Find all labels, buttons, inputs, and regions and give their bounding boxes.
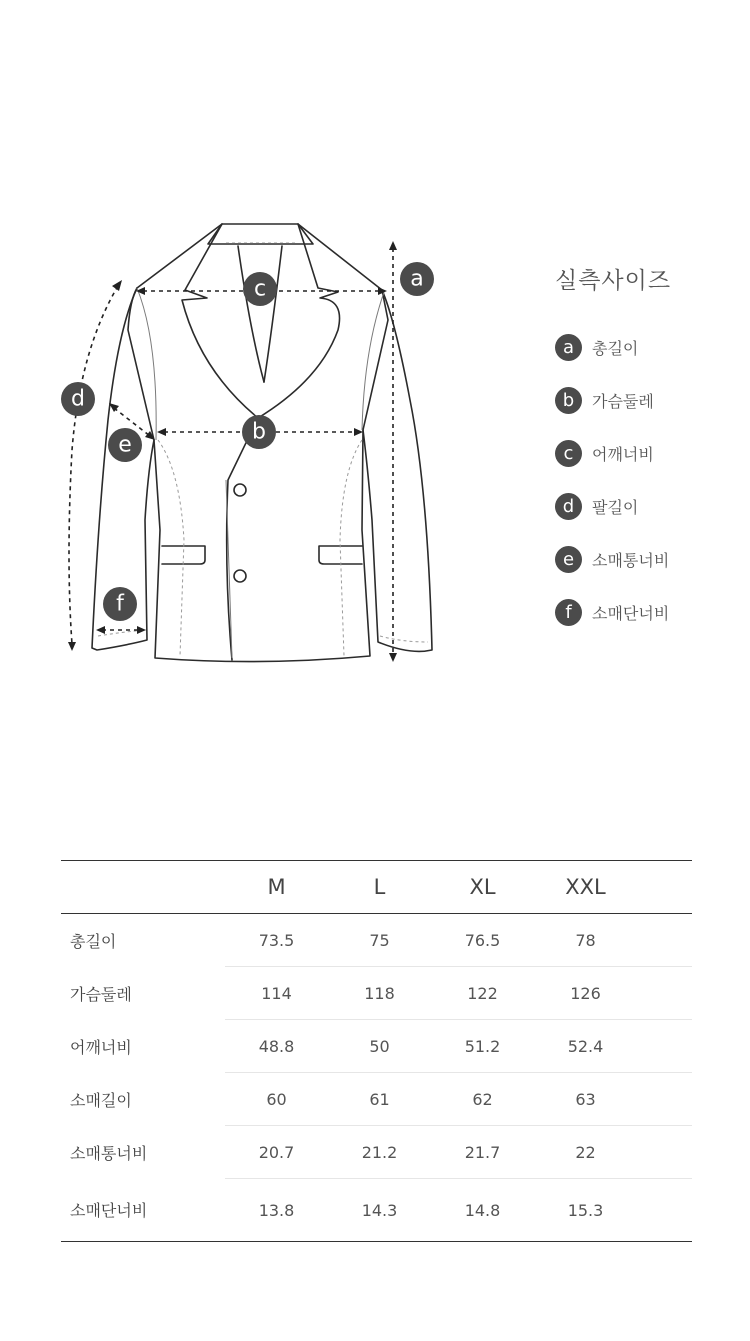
svg-text:e: e bbox=[118, 432, 132, 458]
legend-marker: a bbox=[555, 334, 582, 361]
table-header-cell: L bbox=[328, 861, 431, 914]
svg-text:c: c bbox=[253, 276, 267, 302]
legend-marker: d bbox=[555, 493, 582, 520]
table-cell: 21.2 bbox=[328, 1126, 431, 1179]
table-cell: 14.8 bbox=[431, 1179, 534, 1242]
legend-label: 어깨너비 bbox=[592, 445, 654, 464]
table-cell: 52.4 bbox=[534, 1020, 637, 1073]
table-header-cell: XL bbox=[431, 861, 534, 914]
row-label: 총길이 bbox=[70, 931, 117, 951]
measurement-legend bbox=[555, 262, 735, 639]
table-cell: 50 bbox=[328, 1020, 431, 1073]
table-cell: 76.5 bbox=[431, 914, 534, 967]
marker-a bbox=[400, 262, 434, 296]
table-row bbox=[61, 1179, 692, 1242]
row-label: 어깨너비 bbox=[70, 1037, 132, 1057]
table-cell-empty bbox=[637, 1020, 692, 1073]
table-cell-empty bbox=[637, 1179, 692, 1242]
table-cell: 78 bbox=[534, 914, 637, 967]
table-header-row bbox=[61, 861, 692, 914]
table-cell: 13.8 bbox=[225, 1179, 328, 1242]
marker-b bbox=[242, 415, 276, 449]
table-cell: 14.3 bbox=[328, 1179, 431, 1242]
table-cell: 60 bbox=[225, 1073, 328, 1126]
table-cell: 75 bbox=[328, 914, 431, 967]
table-cell: 61 bbox=[328, 1073, 431, 1126]
legend-marker: e bbox=[555, 546, 582, 573]
size-table bbox=[61, 860, 692, 1242]
legend-item-f bbox=[555, 586, 735, 639]
legend-item-d bbox=[555, 480, 735, 533]
svg-text:a: a bbox=[410, 266, 424, 292]
row-label: 가슴둘레 bbox=[70, 984, 132, 1004]
legend-marker: c bbox=[555, 440, 582, 467]
table-cell: 15.3 bbox=[534, 1179, 637, 1242]
legend-marker: f bbox=[555, 599, 582, 626]
table-cell: 118 bbox=[328, 967, 431, 1020]
table-cell: 62 bbox=[431, 1073, 534, 1126]
legend-item-b bbox=[555, 374, 735, 427]
table-header-cell: XXL bbox=[534, 861, 637, 914]
svg-text:b: b bbox=[252, 419, 266, 445]
legend-label: 소매통너비 bbox=[592, 551, 670, 570]
table-row bbox=[61, 1073, 692, 1126]
table-cell: 21.7 bbox=[431, 1126, 534, 1179]
row-label: 소매단너비 bbox=[61, 1179, 225, 1242]
legend-item-a bbox=[555, 321, 735, 374]
table-cell: 51.2 bbox=[431, 1020, 534, 1073]
table-cell: 126 bbox=[534, 967, 637, 1020]
svg-text:d: d bbox=[71, 386, 85, 412]
table-cell: 63 bbox=[534, 1073, 637, 1126]
table-cell: 22 bbox=[534, 1126, 637, 1179]
table-cell-empty bbox=[637, 1073, 692, 1126]
table-header-cell: M bbox=[225, 861, 328, 914]
marker-f bbox=[103, 587, 137, 621]
marker-d bbox=[61, 382, 95, 416]
table-cell-empty bbox=[637, 967, 692, 1020]
table-cell: 48.8 bbox=[225, 1020, 328, 1073]
table-cell: 122 bbox=[431, 967, 534, 1020]
legend-item-e bbox=[555, 533, 735, 586]
legend-label: 소매단너비 bbox=[592, 604, 670, 623]
legend-label: 팔길이 bbox=[592, 498, 639, 517]
table-row bbox=[61, 1020, 692, 1073]
legend-label: 가슴둘레 bbox=[592, 392, 654, 411]
marker-c bbox=[243, 272, 277, 306]
table-cell: 20.7 bbox=[225, 1126, 328, 1179]
table-header-empty bbox=[637, 861, 692, 914]
legend-item-c bbox=[555, 427, 735, 480]
row-label: 소매통너비 bbox=[70, 1143, 148, 1163]
table-cell-empty bbox=[637, 914, 692, 967]
table-cell-empty bbox=[637, 1126, 692, 1179]
table-row bbox=[61, 967, 692, 1020]
row-label: 소매길이 bbox=[70, 1090, 132, 1110]
svg-text:f: f bbox=[116, 591, 124, 617]
table-header-empty bbox=[61, 861, 225, 914]
legend-title: 실측사이즈 bbox=[555, 268, 672, 294]
table-cell: 73.5 bbox=[225, 914, 328, 967]
marker-e bbox=[108, 428, 142, 462]
legend-marker: b bbox=[555, 387, 582, 414]
legend-label: 총길이 bbox=[592, 339, 639, 358]
table-row bbox=[61, 914, 692, 967]
table-cell: 114 bbox=[225, 967, 328, 1020]
table-row bbox=[61, 1126, 692, 1179]
